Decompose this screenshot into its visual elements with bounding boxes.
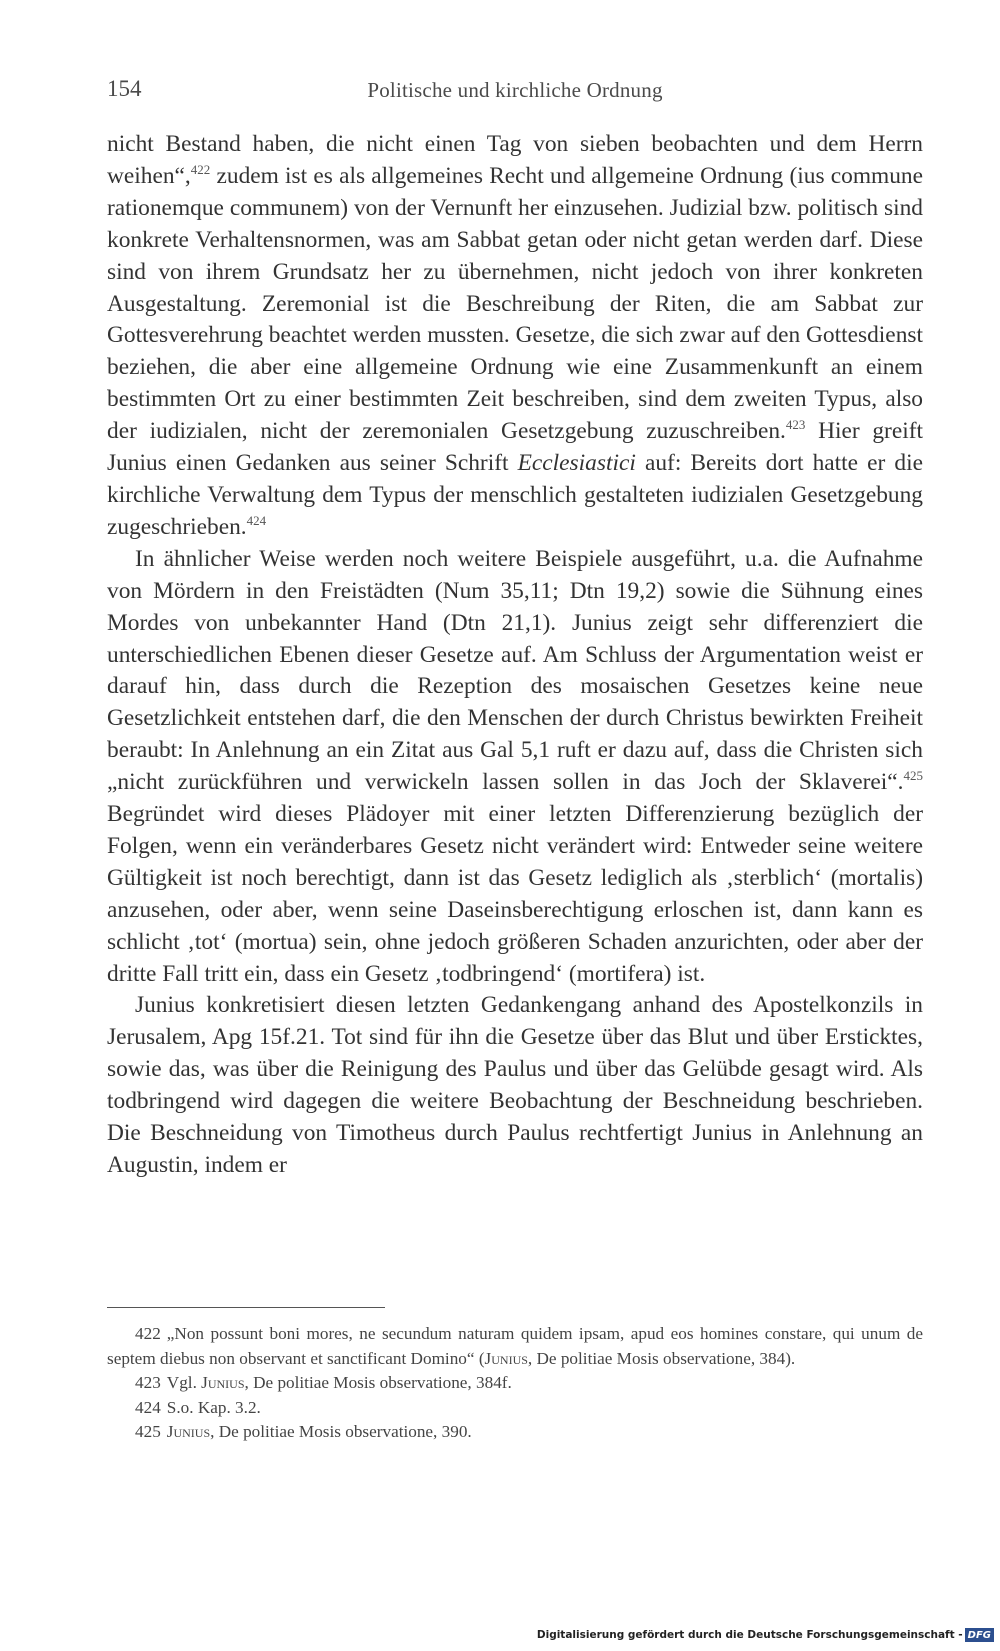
footnote-author: Junius: [201, 1373, 245, 1393]
paragraph-1-text-c: Hier greift Junius einen Gedanken aus seiner Schrift: [107, 418, 923, 477]
footnote-text: „Non possunt boni mores, ne secundum naturam quidem ipsam, apud eos homines constare, qui unum de septem diebus non observant et sanctificant Domino“ (: [107, 1324, 923, 1368]
work-title-italic: Ecclesiastici: [517, 450, 636, 477]
footnote-author: Junius: [166, 1422, 211, 1442]
paragraph-3: Junius konkretisiert diesen letzten Gedankengang anhand des Apostelkonzils in Jerusalem, Apg 15f.21. Tot sind für ihn die Gesetze über das Blut und über Ersticktes, sowie das, was über die Reinigung des Paulus und über das Gelübde gesagt wird. Als todbringend wird dagegen die weitere Beobachtung der Beschneidung beschrieben. Die Beschneidung von Timotheus durch Paulus rechtfertigt Junius in Anlehnung an Augustin, indem er: [107, 992, 923, 1178]
footnote-text: , De politiae Mosis observatione, 384).: [527, 1348, 796, 1368]
digitization-credit-text: Digitalisierung gefördert durch die Deutsche Forschungsgemeinschaft -: [536, 1629, 963, 1641]
paragraph-1: [107, 129, 923, 544]
main-text: [107, 129, 923, 1182]
footnote-author: Junius: [484, 1348, 528, 1368]
footnote-text: , De politiae Mosis observatione, 390.: [210, 1422, 472, 1442]
footnote-422: [107, 1322, 923, 1371]
footnote-text: , De politiae Mosis observatione, 384f.: [244, 1373, 512, 1393]
digitization-credit: [537, 1627, 994, 1643]
footnote-ref-425[interactable]: 425: [903, 768, 923, 784]
footnote-425: [107, 1420, 923, 1445]
footnote-number: 424: [135, 1397, 161, 1417]
paragraph-2-text-b: Begründet wird dieses Plädoyer mit einer letzten Differenzierung bezüglich der Folgen, wenn ein veränderbares Gesetz nicht verändert wird: Entweder seine weitere Gültigkeit ist noch berechtigt, dann ist das Gesetz lediglich als ‚sterblich‘ (mortalis) anzusehen, oder aber, wenn seine Daseinsberechtigung erloschen ist, dann kann es schlicht ‚tot‘ (mortua) sein, ohne jedoch größeren Schaden anzurichten, oder aber der dritte Fall tritt ein, dass ein Gesetz ‚todbringend‘ (mortifera) ist.: [107, 801, 923, 987]
page-number: 154: [107, 76, 142, 101]
footnote-number: 422: [135, 1324, 161, 1343]
dfg-logo-icon: DFG: [965, 1628, 994, 1642]
paragraph-1-text-d: auf: Bereits dort hatte er die kirchliche Verwaltung dem Typus der menschlich gestalteten iudizialen Gesetzgebung zugeschrieben.: [107, 450, 924, 540]
paragraph-2-text-a: In ähnlicher Weise werden noch weitere Beispiele ausgeführt, u.a. die Aufnahme von Mördern in den Freistädten (Num 35,11; Dtn 19,2) sowie die Sühnung eines Mordes von unbekannter Hand (Dtn 21,1). Junius zeigt sehr differenziert die unterschiedlichen Ebenen dieser Gesetze auf. Am Schluss der Argumentation weist er darauf hin, dass durch die Rezeption des mosaischen Gesetzes keine neue Gesetzlichkeit entstehen darf, die den Menschen der durch Christus bewirkten Freiheit beraubt: In Anlehnung an ein Zitat aus Gal 5,1 ruft er dazu auf, dass die Christen sich „nicht zurückführen und verwickeln lassen sollen in das Joch der Sklaverei“.: [107, 545, 923, 796]
footnote-separator: [107, 1307, 385, 1308]
running-head: [107, 76, 923, 106]
paragraph-2: [107, 544, 923, 991]
footnote-number: 423: [135, 1373, 161, 1393]
paragraph-1-text-a: nicht Bestand haben, die nicht einen Tag von sieben beobachten und dem Herrn weihen“,: [107, 131, 923, 189]
footnote-text: Vgl.: [166, 1373, 202, 1393]
footnote-ref-423[interactable]: 423: [785, 417, 806, 433]
footnote-424: [107, 1396, 923, 1421]
footnote-ref-424[interactable]: 424: [246, 512, 267, 528]
footnote-ref-422[interactable]: 422: [190, 161, 211, 177]
footnote-423: [107, 1371, 923, 1396]
footnotes: [107, 1322, 923, 1445]
running-title: Politische und kirchliche Ordnung: [367, 78, 663, 102]
footnote-number: 425: [135, 1422, 161, 1442]
footnote-text: S.o. Kap. 3.2.: [166, 1397, 261, 1417]
paragraph-1-text-b: zudem ist es als allgemeines Recht und allgemeine Ordnung (ius commune rationemque communem) von der Vernunft her einzusehen. Judizial bzw. politisch sind konkrete Verhaltensnormen, was am Sabbat getan oder nicht getan werden darf. Diese sind von ihrem Grundsatz her zu übernehmen, nicht jedoch von ihrer konkreten Ausgestaltung. Zeremonial ist die Beschreibung der Riten, die am Sabbat zur Gottesverehrung beachtet werden mussten. Gesetze, die sich zwar auf den Gottesdienst beziehen, die aber eine allgemeine Ordnung wie eine Zusammenkunft an einem bestimmten Ort zu einer bestimmten Zeit beschreiben, sind dem zweiten Typus, also der iudizialen, nicht der zeremonialen Gesetzgebung zuzuschreiben.: [107, 162, 923, 445]
